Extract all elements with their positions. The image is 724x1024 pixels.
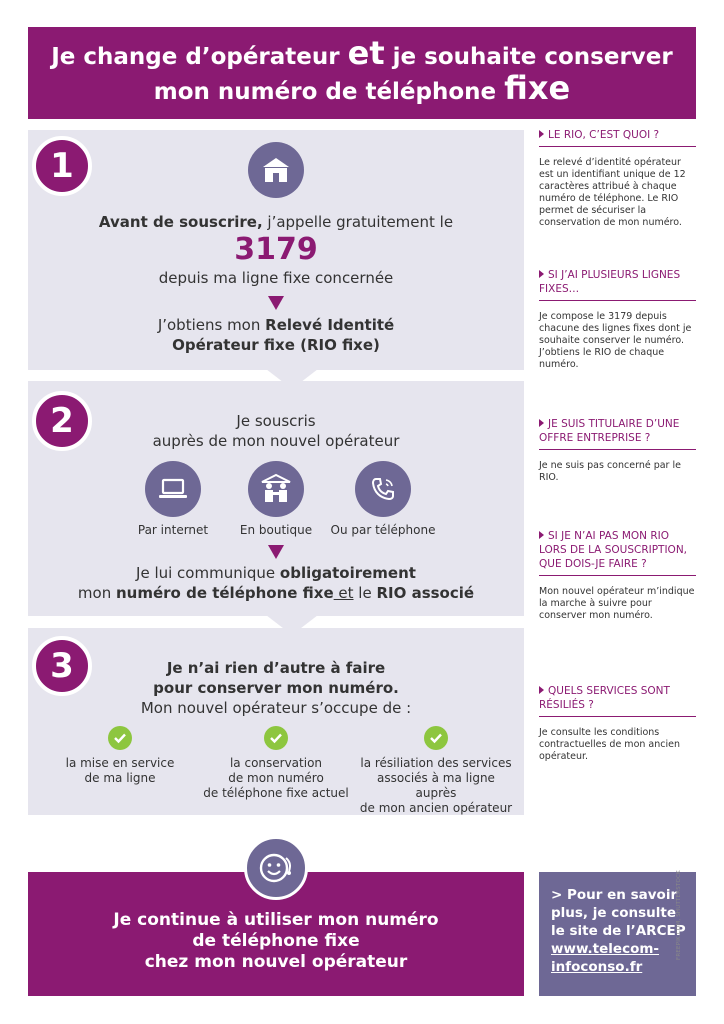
page-header xyxy=(28,27,696,119)
faq-multiple-lines xyxy=(539,268,696,371)
arcep-line-3: le site de l’ARCEP xyxy=(551,923,686,939)
step-2-number: 2 xyxy=(32,391,92,451)
happy-face-icon xyxy=(244,836,308,900)
faq-question: SI J’AI PLUSIEURS LIGNES FIXES… xyxy=(539,268,696,301)
arcep-link[interactable]: www.telecom- infoconso.fr xyxy=(551,941,660,975)
service-item-activation: la mise en service de ma ligne xyxy=(65,756,175,785)
faq-terminated-services xyxy=(539,684,696,763)
faq-answer: Je compose le 3179 depuis chacune des lignes fixes dont je souhaite conserver le numéro. J’obtiens le RIO de chaque numéro. xyxy=(539,311,692,370)
communicate-text: Je lui communique obligatoirement mon numéro de téléphone fixe et le RIO associé xyxy=(77,564,475,602)
check-icon xyxy=(264,726,288,750)
conclusion-line-1: Je continue à utiliser mon numéro xyxy=(113,910,439,930)
faq-answer: Je consulte les conditions contractuelles de mon ancien opérateur. xyxy=(539,727,680,762)
phone-icon xyxy=(355,461,411,517)
faq-answer: Mon nouvel opérateur m’indique la marche à suivre pour conserver mon numéro. xyxy=(539,586,695,621)
obtain-rio-text: J’obtiens mon Relevé Identité Opérateur fixe (RIO fixe) xyxy=(157,316,395,354)
service-item-conservation: la conservation de mon numéro de téléphone fixe actuel xyxy=(203,756,349,800)
phone-number[interactable]: 3179 xyxy=(234,232,318,267)
faq-answer: Je ne suis pas concerné par le RIO. xyxy=(539,460,681,483)
step-1-panel xyxy=(28,130,524,370)
step-2-panel xyxy=(28,381,524,616)
step-3-panel xyxy=(28,628,524,815)
conclusion-line-2: de téléphone fixe xyxy=(192,931,360,951)
channel-label-internet: Par internet xyxy=(137,523,209,537)
faq-rio-what xyxy=(539,128,696,229)
header-line-2: mon numéro de téléphone fixe xyxy=(153,69,571,107)
check-icon xyxy=(108,726,132,750)
from-line: depuis ma ligne fixe concernée xyxy=(158,269,394,287)
check-icon xyxy=(424,726,448,750)
service-item-termination: la résiliation des services associés à ma ligne auprès de mon ancien opérateur xyxy=(359,756,513,815)
faq-question: SI JE N’AI PAS MON RIO LORS DE LA SOUSCRIPTION, QUE DOIS-JE FAIRE ? xyxy=(539,529,696,576)
faq-no-rio xyxy=(539,529,696,622)
conclusion-line-3: chez mon nouvel opérateur xyxy=(144,952,408,972)
faq-business-offer xyxy=(539,417,696,484)
arrow-down-icon xyxy=(268,545,284,559)
faq-answer: Le relevé d’identité opérateur est un identifiant unique de 12 caractères attribué à chaque numéro de téléphone. Le RIO permet de sécuriser la conservation de mon numéro. xyxy=(539,157,686,228)
channel-label-phone: Ou par téléphone xyxy=(330,523,436,537)
step-3-number: 3 xyxy=(32,636,92,696)
channel-label-shop: En boutique xyxy=(239,523,313,537)
faq-question: LE RIO, C’EST QUOI ? xyxy=(539,128,696,147)
faq-question: JE SUIS TITULAIRE D’UNE OFFRE ENTREPRISE ? xyxy=(539,417,696,450)
subscribe-text: Je souscris auprès de mon nouvel opérateur xyxy=(152,412,400,450)
arcep-line-2: plus, je consulte xyxy=(551,905,677,921)
arcep-info-box xyxy=(539,872,696,996)
nothing-to-do-text: Je n’ai rien d’autre à faire pour conserver mon numéro. Mon nouvel opérateur s’occupe de : xyxy=(140,659,412,717)
header-line-1: Je change d’opérateur et je souhaite conserver xyxy=(51,34,673,72)
house-icon xyxy=(248,142,304,198)
image-credit: FREEPIK.COM, SHUTTERSTOCK xyxy=(676,870,682,960)
arrow-down-icon xyxy=(268,296,284,310)
faq-question: QUELS SERVICES SONT RÉSILIÉS ? xyxy=(539,684,696,717)
arcep-line-1: > Pour en savoir xyxy=(551,887,678,903)
laptop-icon xyxy=(145,461,201,517)
shop-people-icon xyxy=(248,461,304,517)
step-1-intro: Avant de souscrire, j’appelle gratuitement le xyxy=(98,213,454,231)
step-1-number: 1 xyxy=(32,136,92,196)
